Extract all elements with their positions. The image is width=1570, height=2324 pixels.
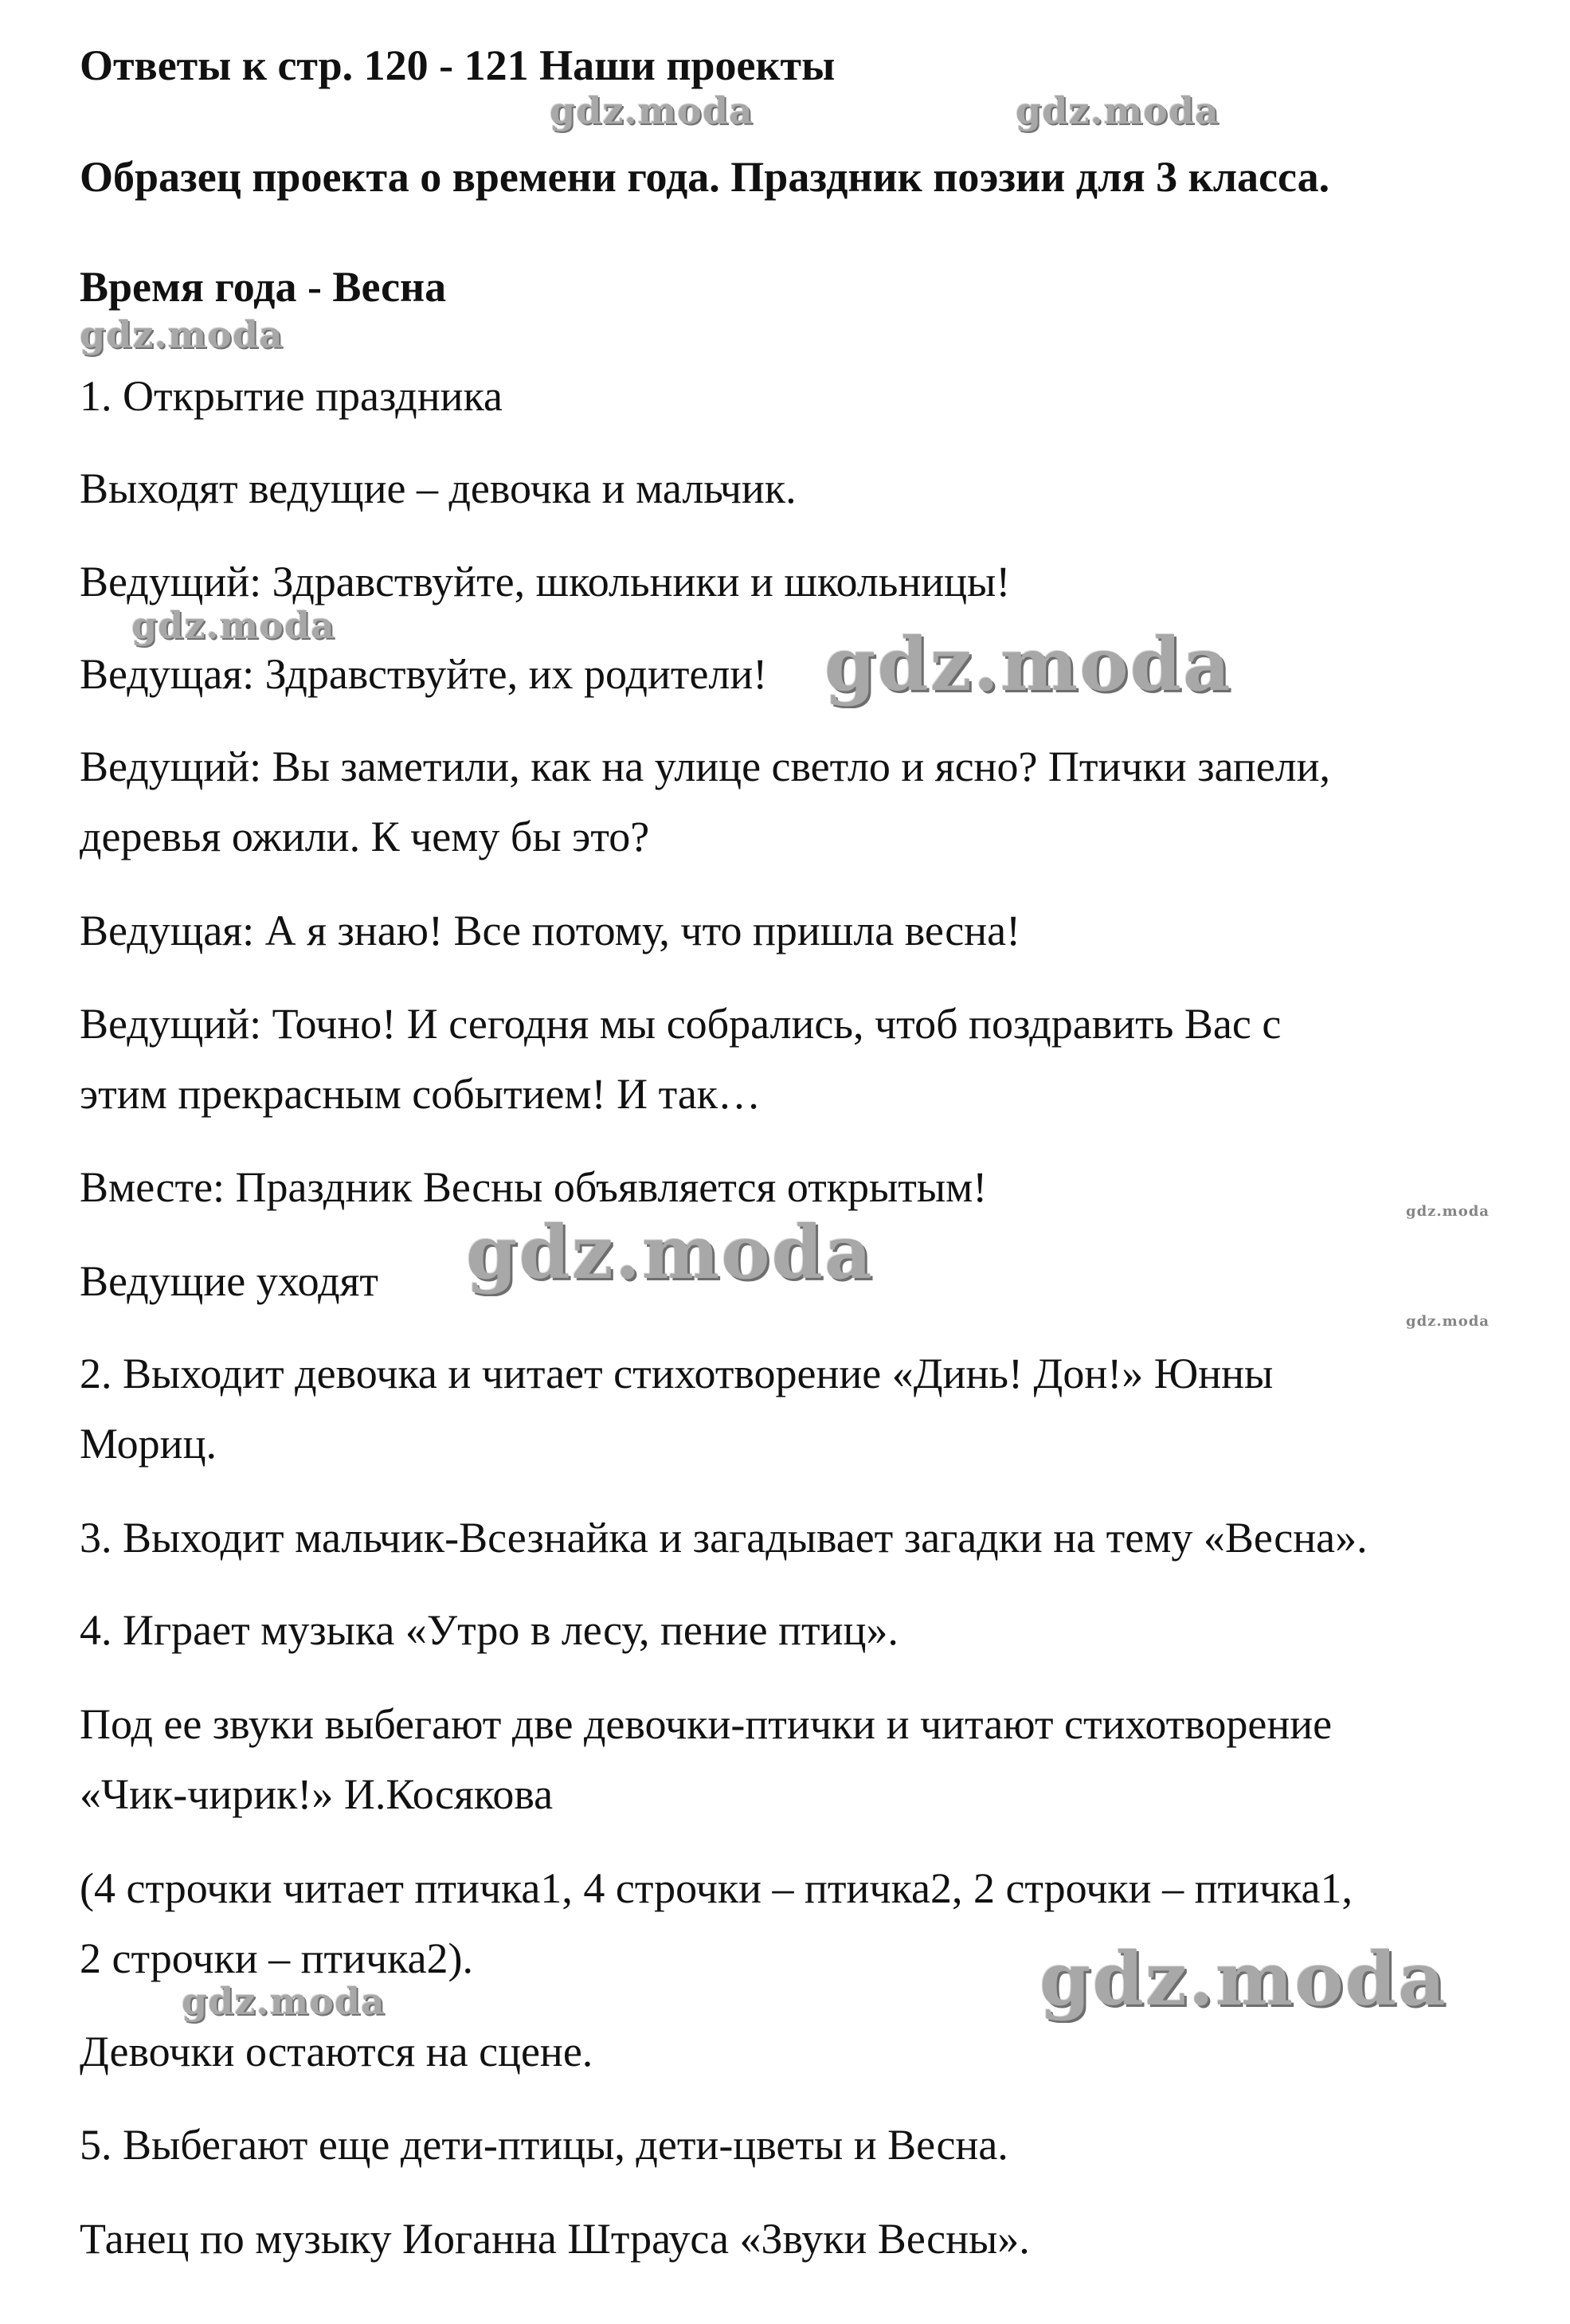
watermark: gdz.moda (550, 89, 754, 132)
watermark: gdz.moda (131, 604, 335, 647)
text-line: 3. Выходит мальчик-Всезнайка и загадывает загадки на тему «Весна». (80, 1514, 1368, 1562)
text-line: Ведущий: Вы заметили, как на улице светло и ясно? Птички запели, (80, 743, 1331, 790)
text-line: Ведущая: А я знаю! Все потому, что пришла весна! (80, 907, 1021, 954)
text-line: Под ее звуки выбегают две девочки-птички и читают стихотворение (80, 1700, 1333, 1748)
watermark: gdz.moda (1406, 1203, 1490, 1220)
season-heading: Время года - Весна (80, 263, 447, 311)
text-line: Ведущие уходят (80, 1257, 378, 1305)
watermark: gdz.moda (824, 621, 1232, 707)
text-line: «Чик-чирик!» И.Косякова (80, 1770, 554, 1818)
text-line: Танец по музыку Иоганна Штрауса «Звуки Весны». (80, 2215, 1030, 2263)
text-line: Ведущий: Точно! И сегодня мы собрались, чтоб поздравить Вас с (80, 1000, 1282, 1048)
page-title: Ответы к стр. 120 - 121 Наши проекты (80, 41, 836, 89)
text-line: (4 строчки читает птичка1, 4 строчки – птичка2, 2 строчки – птичка1, (80, 1864, 1353, 1912)
watermark: gdz.moda (1016, 89, 1220, 132)
text-line: Девочки остаются на сцене. (80, 2028, 593, 2075)
text-line: Мориц. (80, 1420, 217, 1468)
project-subtitle: Образец проекта о времени года. Праздник поэзии для 3 класса. (80, 153, 1330, 201)
text-line: Ведущий: Здравствуйте, школьники и школьницы! (80, 558, 1011, 605)
text-line: 4. Играет музыка «Утро в лесу, пение птиц». (80, 1606, 899, 1654)
text-line: Вместе: Праздник Весны объявляется открытым! (80, 1163, 988, 1211)
text-line: этим прекрасным событием! И так… (80, 1070, 762, 1118)
text-line: 2 строчки – птичка2). (80, 1934, 474, 1982)
watermark: gdz.moda (466, 1209, 874, 1295)
text-line: 2. Выходит девочка и читает стихотворение «Динь! Дон!» Юнны (80, 1350, 1274, 1397)
text-line: деревья ожили. К чему бы это? (80, 813, 650, 860)
watermark: gdz.moda (1039, 1936, 1447, 2022)
text-line: 1. Открытие праздника (80, 372, 503, 420)
text-line: Ведущая: Здравствуйте, их родители! (80, 650, 768, 698)
watermark: gdz.moda (1406, 1313, 1490, 1330)
text-line: Выходят ведущие – девочка и мальчик. (80, 464, 797, 512)
watermark: gdz.moda (80, 313, 284, 356)
text-line: 5. Выбегают еще дети-птицы, дети-цветы и Весна. (80, 2121, 1008, 2169)
watermark: gdz.moda (182, 1980, 386, 2023)
